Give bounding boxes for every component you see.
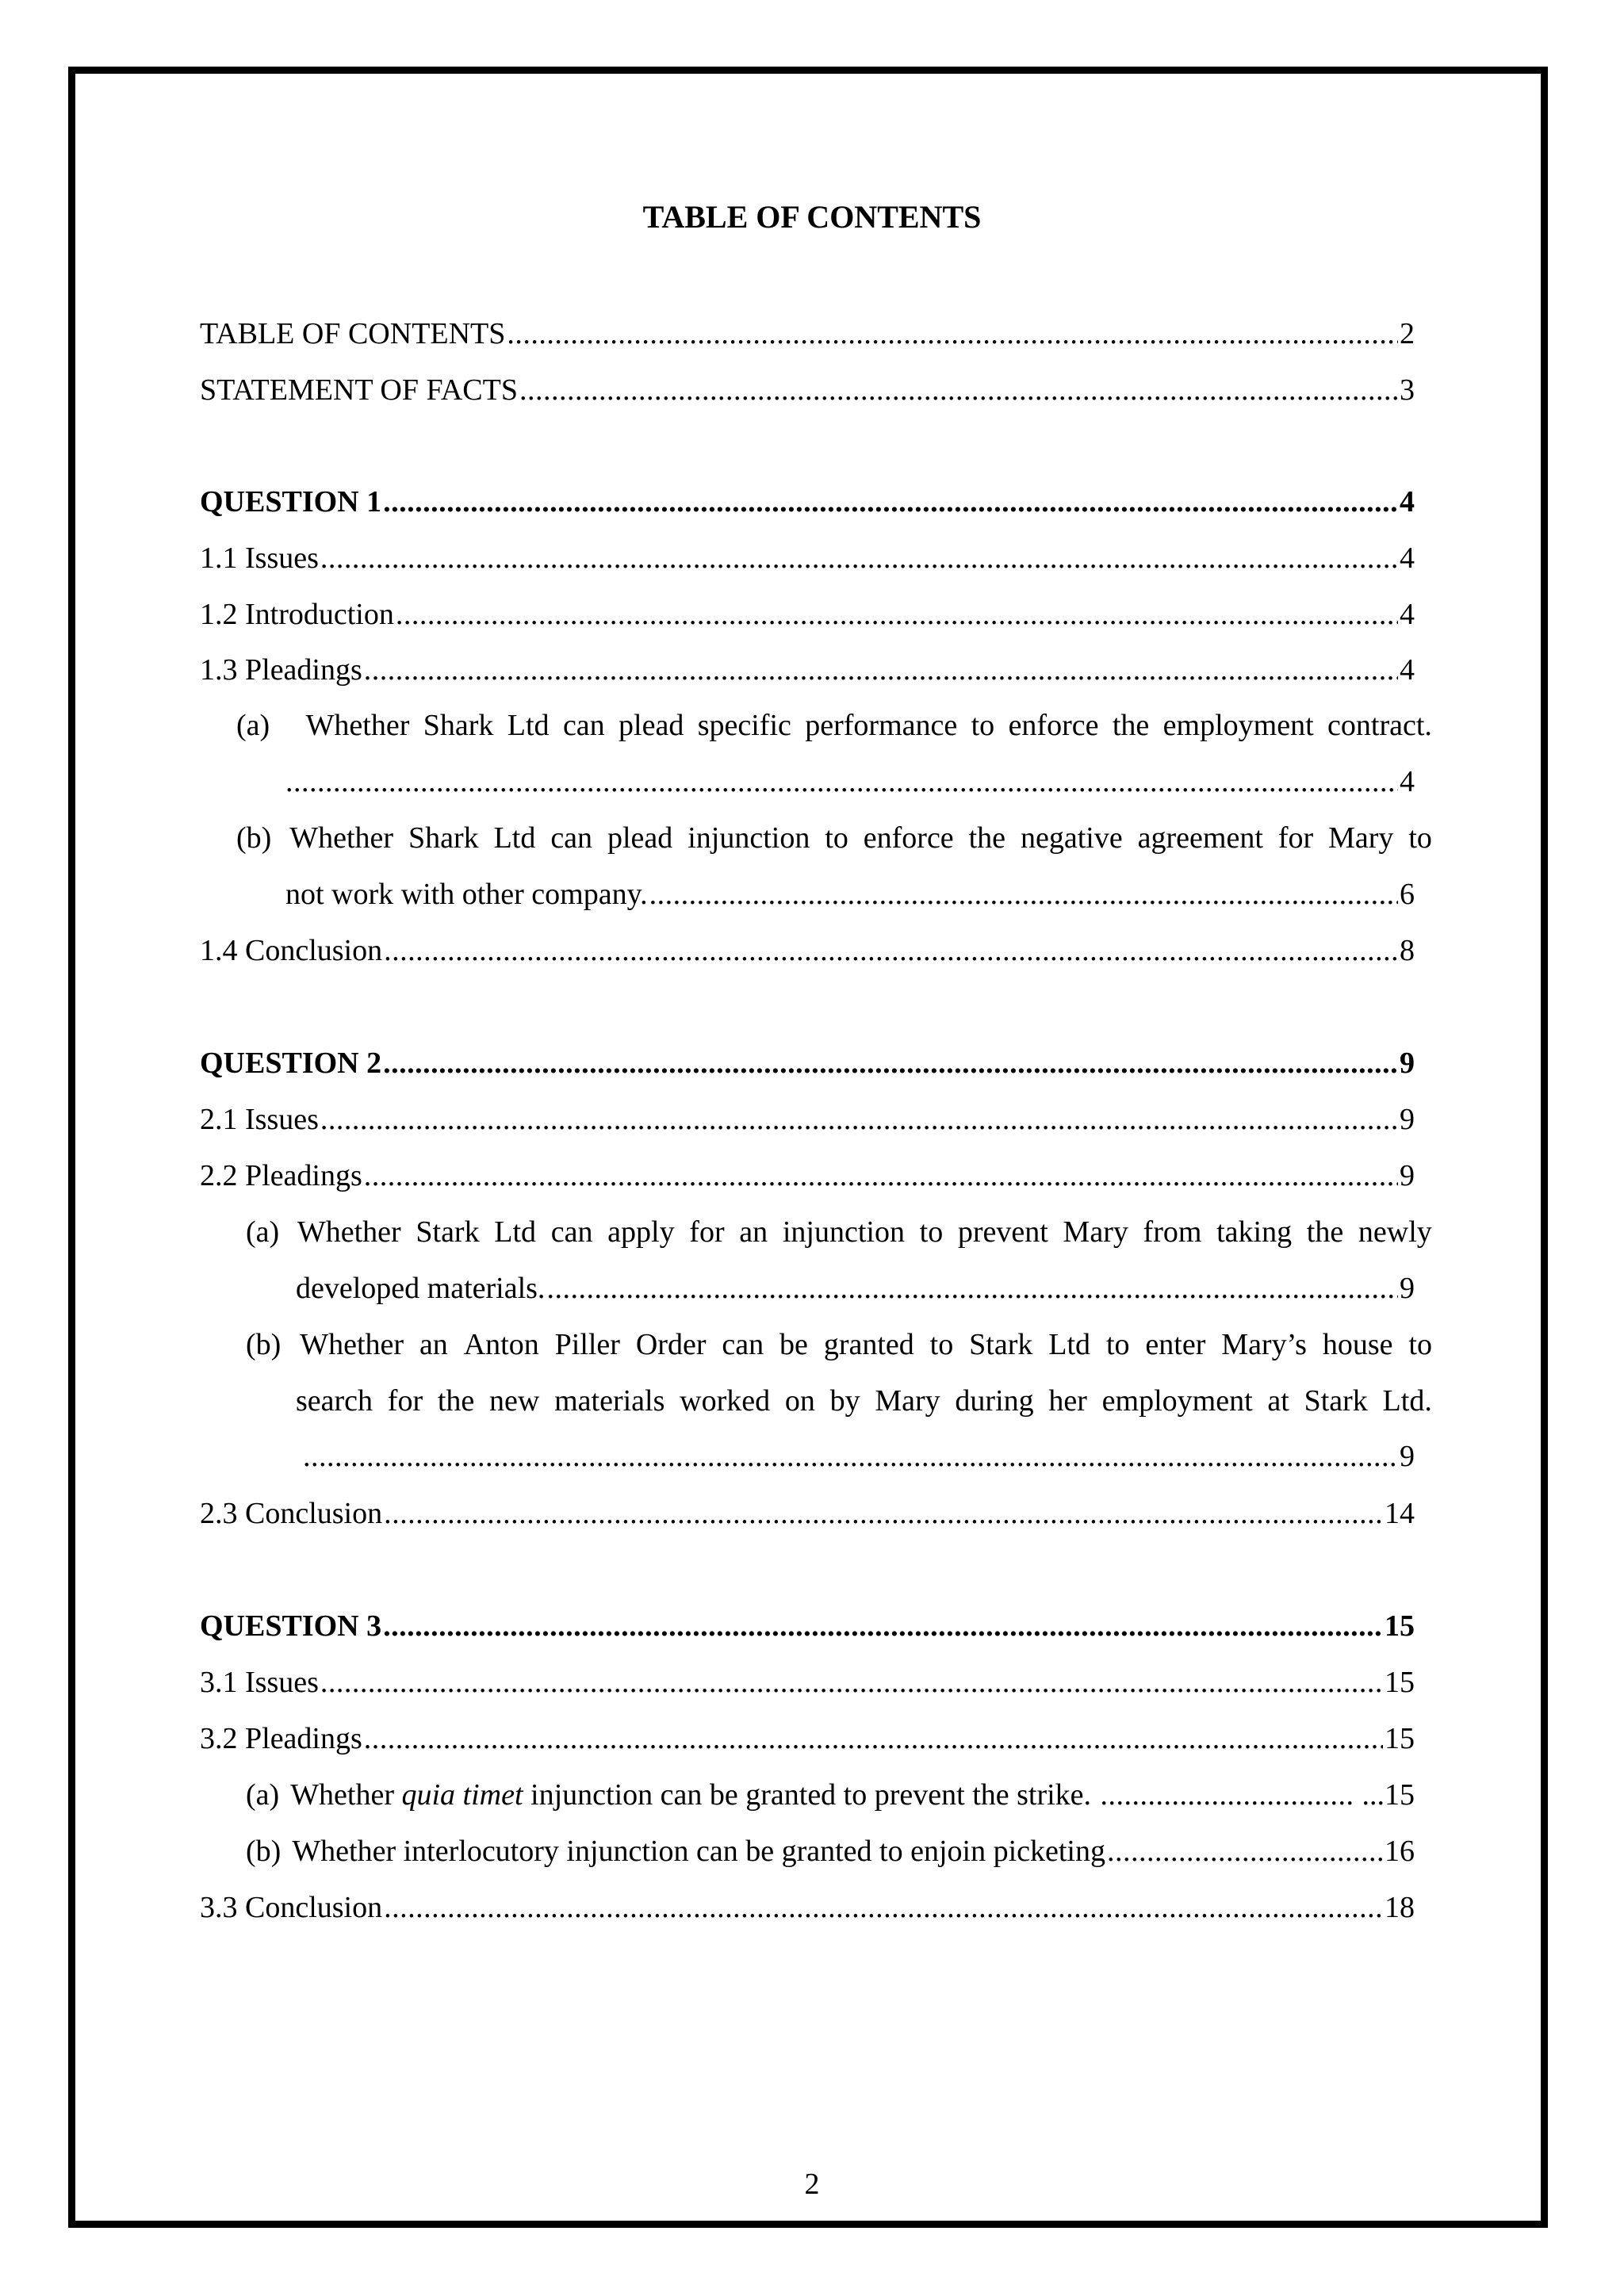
toc-entry-1-3-a-line2[interactable]: [285, 763, 1415, 800]
page-number: 2: [804, 2168, 820, 2201]
toc-entry-3-2-b[interactable]: [246, 1833, 1415, 1869]
entry-word: Ltd: [1048, 1328, 1091, 1361]
entry-page: 9: [1400, 1440, 1415, 1473]
entry-word: plead: [619, 709, 684, 742]
entry-label: (b): [236, 821, 272, 855]
entry-page: 15: [1385, 1666, 1415, 1699]
dot-leader: [519, 372, 1398, 408]
entry-word: enter: [1145, 1328, 1206, 1361]
entry-word: granted: [823, 1328, 914, 1361]
entry-word: by: [829, 1384, 860, 1418]
dot-leader: [364, 1720, 1383, 1757]
entry-page: 9: [1400, 1159, 1415, 1192]
entry-word: the: [1112, 709, 1150, 742]
toc-entry-3-2-a[interactable]: [246, 1777, 1415, 1813]
entry-word: for: [1277, 821, 1314, 855]
entry-page: 15: [1385, 1609, 1415, 1643]
toc-entry-question-2[interactable]: [200, 1045, 1415, 1081]
dot-leader: [320, 1664, 1383, 1701]
entry-title: 1.4 Conclusion: [200, 934, 383, 967]
dot-leader: [383, 484, 1398, 520]
toc-entry-3-2-pleadings[interactable]: [200, 1720, 1415, 1757]
dot-leader: [384, 1495, 1383, 1532]
toc-entry-3-3-conclusion[interactable]: [200, 1889, 1415, 1926]
entry-word: can: [562, 709, 605, 742]
entry-word: enforce: [1008, 709, 1099, 742]
dot-leader: [507, 316, 1398, 352]
dot-leader: [364, 1158, 1398, 1194]
dot-leader: [285, 763, 1398, 800]
entry-word: to: [919, 1215, 944, 1249]
entry-word: can: [550, 821, 593, 855]
entry-word: specific: [697, 709, 791, 742]
toc-entry-2-2-b-line3[interactable]: [303, 1438, 1415, 1475]
entry-word: be: [779, 1328, 808, 1361]
entry-word: apply: [607, 1215, 675, 1249]
entry-word: plead: [607, 821, 673, 855]
entry-word: Shark: [423, 709, 494, 742]
entry-title: Whether: [290, 1778, 402, 1812]
entry-word: negative: [1021, 821, 1123, 855]
dot-leader: [384, 1889, 1383, 1926]
entry-word: employment: [1162, 709, 1314, 742]
entry-label: (a): [236, 709, 270, 742]
entry-word: Ltd: [507, 709, 550, 742]
toc-entry-2-2-b-line1[interactable]: [246, 1326, 1432, 1363]
entry-page: 9: [1400, 1272, 1415, 1305]
toc-entry-statement-of-facts[interactable]: [200, 372, 1415, 408]
entry-word: Whether: [305, 709, 410, 742]
toc-entry-1-3-a-line1[interactable]: [236, 707, 1432, 744]
entry-title: not work with other company.: [285, 878, 648, 911]
entry-page: 18: [1385, 1891, 1415, 1924]
entry-page: ...15: [1362, 1778, 1415, 1812]
toc-entry-1-1-issues[interactable]: [200, 540, 1415, 576]
entry-word: Whether: [297, 1215, 401, 1249]
entry-word: performance: [805, 709, 958, 742]
entry-title-italic: quia timet: [401, 1778, 523, 1812]
entry-word: at: [1267, 1384, 1289, 1418]
entry-page: 6: [1400, 878, 1415, 911]
entry-word: an: [419, 1328, 448, 1361]
dot-leader: [546, 1270, 1398, 1307]
entry-title: developed materials.: [296, 1272, 546, 1305]
toc-entry-question-1[interactable]: [200, 484, 1415, 520]
entry-title: STATEMENT OF FACTS: [200, 373, 518, 407]
toc-entry-2-2-b-line2[interactable]: [296, 1383, 1432, 1419]
entry-word: from: [1143, 1215, 1202, 1249]
entry-word: Ltd: [493, 821, 536, 855]
entry-word: materials: [554, 1384, 665, 1418]
entry-word: agreement: [1137, 821, 1263, 855]
toc-entry-2-3-conclusion[interactable]: [200, 1495, 1415, 1532]
entry-word: Piller: [554, 1328, 620, 1361]
dot-leader: [649, 876, 1398, 913]
dot-leader: [320, 540, 1398, 576]
entry-word: Ltd: [494, 1215, 537, 1249]
toc-entry-2-2-pleadings[interactable]: [200, 1158, 1415, 1194]
entry-word: for: [387, 1384, 423, 1418]
dot-leader: [320, 1101, 1398, 1138]
entry-word: newly: [1358, 1215, 1432, 1249]
toc-entry-2-2-a-line2[interactable]: [296, 1270, 1415, 1307]
dot-leader: [1107, 1833, 1383, 1869]
entry-title: 2.1 Issues: [200, 1103, 319, 1136]
toc-entry-1-3-pleadings[interactable]: [200, 652, 1415, 688]
entry-page: 2: [1400, 317, 1415, 350]
entry-page: 4: [1400, 765, 1415, 798]
entry-word: Mary: [1063, 1215, 1128, 1249]
entry-word: Whether: [300, 1328, 404, 1361]
entry-page: 14: [1385, 1497, 1415, 1530]
entry-word: to: [929, 1328, 954, 1361]
entry-word: Mary: [875, 1384, 940, 1418]
toc-entry-1-3-b-line2[interactable]: [285, 876, 1415, 913]
entry-word: to: [1408, 1328, 1432, 1361]
entry-word: for: [689, 1215, 725, 1249]
entry-label: (b): [246, 1835, 282, 1868]
entry-word: Mary’s: [1221, 1328, 1307, 1361]
entry-word: enforce: [863, 821, 954, 855]
entry-title: QUESTION 3: [200, 1609, 382, 1643]
entry-word: the: [968, 821, 1006, 855]
entry-page: 4: [1400, 598, 1415, 631]
entry-title: 3.2 Pleadings: [200, 1722, 362, 1755]
entry-page: 3: [1400, 373, 1415, 407]
entry-word: to: [1105, 1328, 1130, 1361]
entry-word: her: [1048, 1384, 1087, 1418]
entry-page: 9: [1400, 1047, 1415, 1080]
entry-word: prevent: [957, 1215, 1048, 1249]
entry-title: 3.1 Issues: [200, 1666, 319, 1699]
toc-entry-1-4-conclusion[interactable]: [200, 932, 1415, 969]
entry-page: 15: [1385, 1722, 1415, 1755]
entry-word: taking: [1216, 1215, 1293, 1249]
entry-word: the: [1306, 1215, 1344, 1249]
entry-word: Order: [635, 1328, 707, 1361]
toc-entry-2-2-a-line1[interactable]: [246, 1214, 1432, 1250]
entry-page: 4: [1400, 653, 1415, 687]
entry-title: 1.1 Issues: [200, 541, 319, 575]
entry-label: (b): [246, 1328, 282, 1361]
entry-word: to: [1408, 821, 1432, 855]
dot-leader: [303, 1438, 1398, 1475]
dot-leader: [1101, 1777, 1353, 1813]
entry-word: to: [825, 821, 848, 855]
dot-leader: [396, 596, 1398, 633]
entry-word: can: [722, 1328, 764, 1361]
page-title: TABLE OF CONTENTS: [642, 199, 982, 235]
entry-word: injunction: [688, 821, 810, 855]
entry-word: Stark: [1304, 1384, 1368, 1418]
entry-page: 16: [1385, 1835, 1415, 1868]
entry-title: 2.2 Pleadings: [200, 1159, 362, 1192]
entry-word: injunction: [782, 1215, 905, 1249]
entry-page: 9: [1400, 1103, 1415, 1136]
entry-word: Stark: [416, 1215, 480, 1249]
entry-page: 8: [1400, 934, 1415, 967]
entry-word: an: [739, 1215, 768, 1249]
entry-word: Ltd.: [1382, 1384, 1432, 1418]
entry-word: to: [971, 709, 995, 742]
toc-entry-1-3-b-line1[interactable]: [236, 820, 1432, 856]
entry-word: Mary: [1328, 821, 1394, 855]
toc-entry-1-2-introduction[interactable]: [200, 596, 1415, 633]
entry-word: employment: [1101, 1384, 1253, 1418]
entry-word: Whether: [289, 821, 394, 855]
entry-title: 2.3 Conclusion: [200, 1497, 383, 1530]
toc-entry-table-of-contents[interactable]: [200, 316, 1415, 352]
entry-word: search: [296, 1384, 373, 1418]
entry-title: injunction can be granted to prevent the strike.: [523, 1778, 1099, 1812]
entry-word: the: [437, 1384, 475, 1418]
entry-word: can: [550, 1215, 593, 1249]
entry-title: 1.3 Pleadings: [200, 653, 362, 687]
entry-page: 4: [1400, 485, 1415, 519]
entry-title: QUESTION 1: [200, 485, 382, 519]
entry-title: TABLE OF CONTENTS: [200, 317, 506, 350]
entry-label: (a): [246, 1778, 280, 1812]
dot-leader: [364, 652, 1398, 688]
entry-label: (a): [246, 1215, 280, 1249]
entry-word: house: [1322, 1328, 1393, 1361]
entry-word: on: [784, 1384, 815, 1418]
toc-entry-3-1-issues[interactable]: [200, 1664, 1415, 1701]
entry-page: 4: [1400, 541, 1415, 575]
toc-entry-2-1-issues[interactable]: [200, 1101, 1415, 1138]
entry-word: Stark: [969, 1328, 1033, 1361]
entry-word: Anton: [463, 1328, 539, 1361]
toc-entry-question-3[interactable]: [200, 1608, 1415, 1644]
entry-word: Shark: [408, 821, 479, 855]
entry-word: new: [489, 1384, 540, 1418]
entry-title: QUESTION 2: [200, 1047, 382, 1080]
dot-leader: [383, 1608, 1383, 1644]
entry-word: worked: [680, 1384, 771, 1418]
entry-word: during: [955, 1384, 1034, 1418]
dot-leader: [384, 932, 1398, 969]
entry-title: 1.2 Introduction: [200, 598, 394, 631]
entry-word: contract.: [1327, 709, 1432, 742]
entry-title: Whether interlocutory injunction can be granted to enjoin picketing: [292, 1835, 1105, 1868]
dot-leader: [383, 1045, 1398, 1081]
entry-title: 3.3 Conclusion: [200, 1891, 383, 1924]
